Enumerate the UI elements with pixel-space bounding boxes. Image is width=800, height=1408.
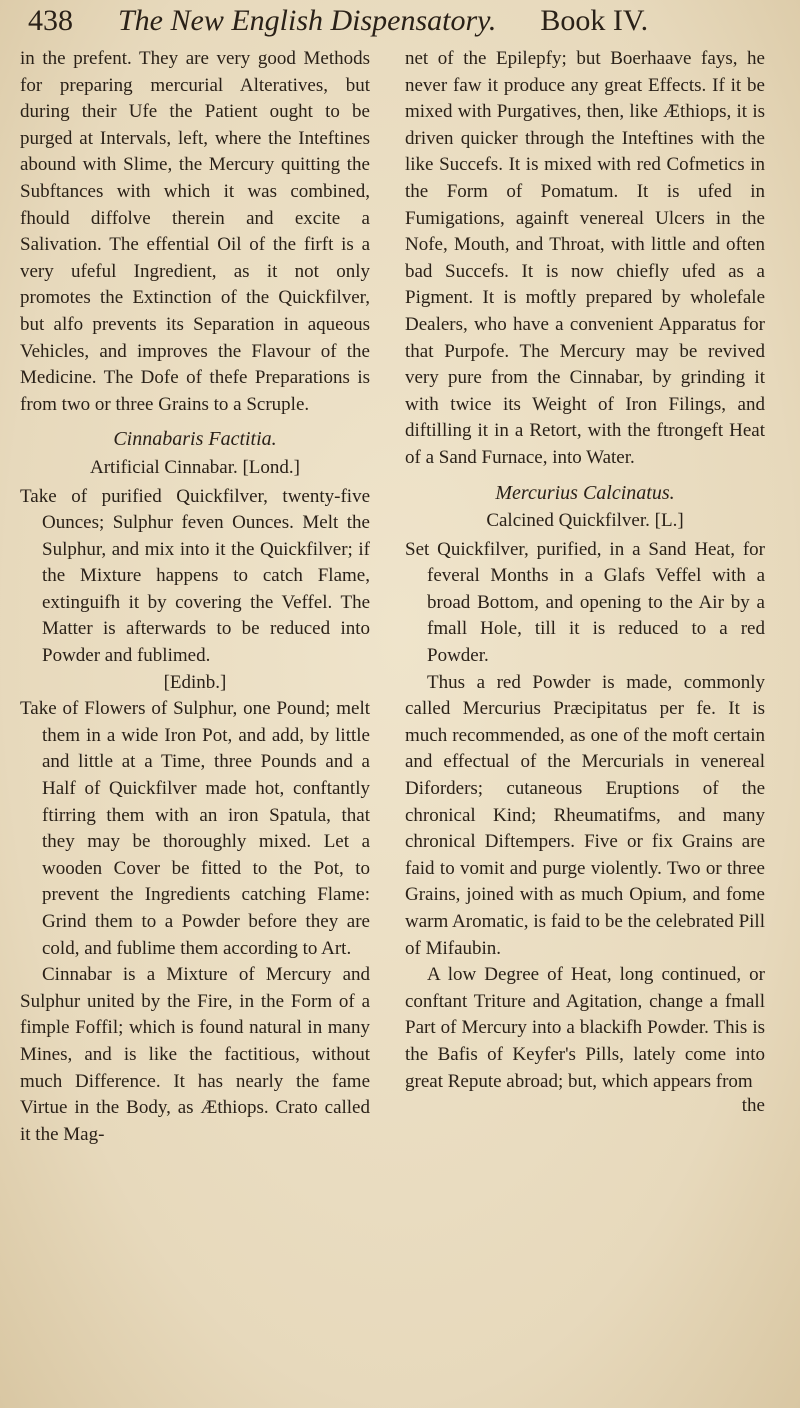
paragraph-continuation: in the prefent. They are very good Methods for preparing mercurial Alteratives, but during their Ufe the Patient ought to be purged at Intervals, left, where the Inteftines abound with Slime, the Mercury quitting the Subftances with which it was combined, fhould diffolve therein and excite a Salivation. The effential Oil of the firft is a very ufeful Ingredient, as it not only promotes the Extinction of the Quickfilver, but alfo prevents its Separation in aqueous Vehicles, and improves the Flavour of the Medicine. The Dofe of thefe Preparations is from two or three Grains to a Scruple. <box>20 48 370 415</box>
source-edinburgh: [Edinb.] <box>163 671 227 693</box>
book-number: Book IV. <box>540 4 649 37</box>
section-heading: Cinnabaris Factitia. <box>113 428 277 451</box>
catchword: the <box>741 1095 765 1117</box>
section-subheading: Calcined Quickfilver. [L.] <box>486 510 684 532</box>
left-column <box>20 46 370 1148</box>
section-subheading: Artificial Cinnabar. [Lond.] <box>90 456 300 478</box>
paragraph-commentary: Thus a red Powder is made, commonly called Mercurius Præcipitatus per fe. It is much recommended, as one of the moft certain and effectual of the Mercurials in venereal Diforders; cutaneous Eruptions of the chronical Kind; Rheumatifms, and many chronical Diftempers. Five or fix Grains are faid to vomit and purge violently. Two or three Grains, joined with as much Opium, and fome warm Aromatic, is faid to be the celebrated Pill of Mifaubin. <box>405 671 765 959</box>
paragraph-commentary: Cinnabar is a Mixture of Mercury and Sulphur united by the Fire, in the Form of a fimple Foffil; which is found natural in many Mines, and is like the factitious, without much Difference. It has nearly the fame Virtue in the Body, as Æthiops. Crato called it the Mag- <box>20 964 370 1145</box>
section-heading: Mercurius Calcinatus. <box>495 481 675 504</box>
recipe-edinburgh: Take of Flowers of Sulphur, one Pound; melt them in a wide Iron Pot, and add, by little and little at a Time, three Pounds and a Half of Quickfilver made hot, conftantly ftirring them with an iron Spatula, that they may be thoroughly mixed. Let a wooden Cover be fitted to the Pot, to prevent the Ingredients catching Flame: Grind them to a Powder before they are cold, and fublime them according to Art. <box>20 698 370 959</box>
right-column <box>405 46 765 1120</box>
recipe-instructions: Set Quickfilver, purified, in a Sand Heat, for feveral Months in a Glafs Veffel with a broad Bottom, and opening to the Air by a fmall Hole, till it is reduced to a red Powder. <box>405 538 765 667</box>
running-header <box>28 4 788 44</box>
paragraph-continuation: net of the Epilepfy; but Boerhaave fays, he never faw it produce any great Effects. If it be mixed with Purgatives, then, like Æthiops, it is driven quicker through the Inteftines with the like Succefs. It is mixed with red Cofmetics in the Form of Pomatum. It is ufed in Fumigations, againft venereal Ulcers in the Nofe, Mouth, and Throat, with little and often bad Succefs. It is now chiefly ufed as a Pigment. It is moftly prepared by wholefale Dealers, who have a convenient Apparatus for that Purpofe. The Mercury may be revived very pure from the Cinnabar, by grinding it with twice its Weight of Iron Filings, and diftilling it in a Retort, with the ftrongeft Heat of a Sand Furnace, into Water. <box>405 48 765 468</box>
page-number: 438 <box>28 4 73 37</box>
running-title: The New English Dispensatory. <box>118 4 497 37</box>
recipe-london: Take of purified Quickfilver, twenty-five Ounces; Sulphur feven Ounces. Melt the Sulphur, and mix into it the Quickfilver; if the Mixture happens to catch Flame, extinguifh it by covering the Veffel. The Matter is afterwards to be reduced into Powder and fublimed. <box>20 485 370 667</box>
paragraph-commentary: A low Degree of Heat, long continued, or conftant Triture and Agitation, change a fmall Part of Mercury into a blackifh Powder. This is the Bafis of Keyfer's Pills, lately come into great Repute abroad; but, which appears from <box>405 964 765 1092</box>
